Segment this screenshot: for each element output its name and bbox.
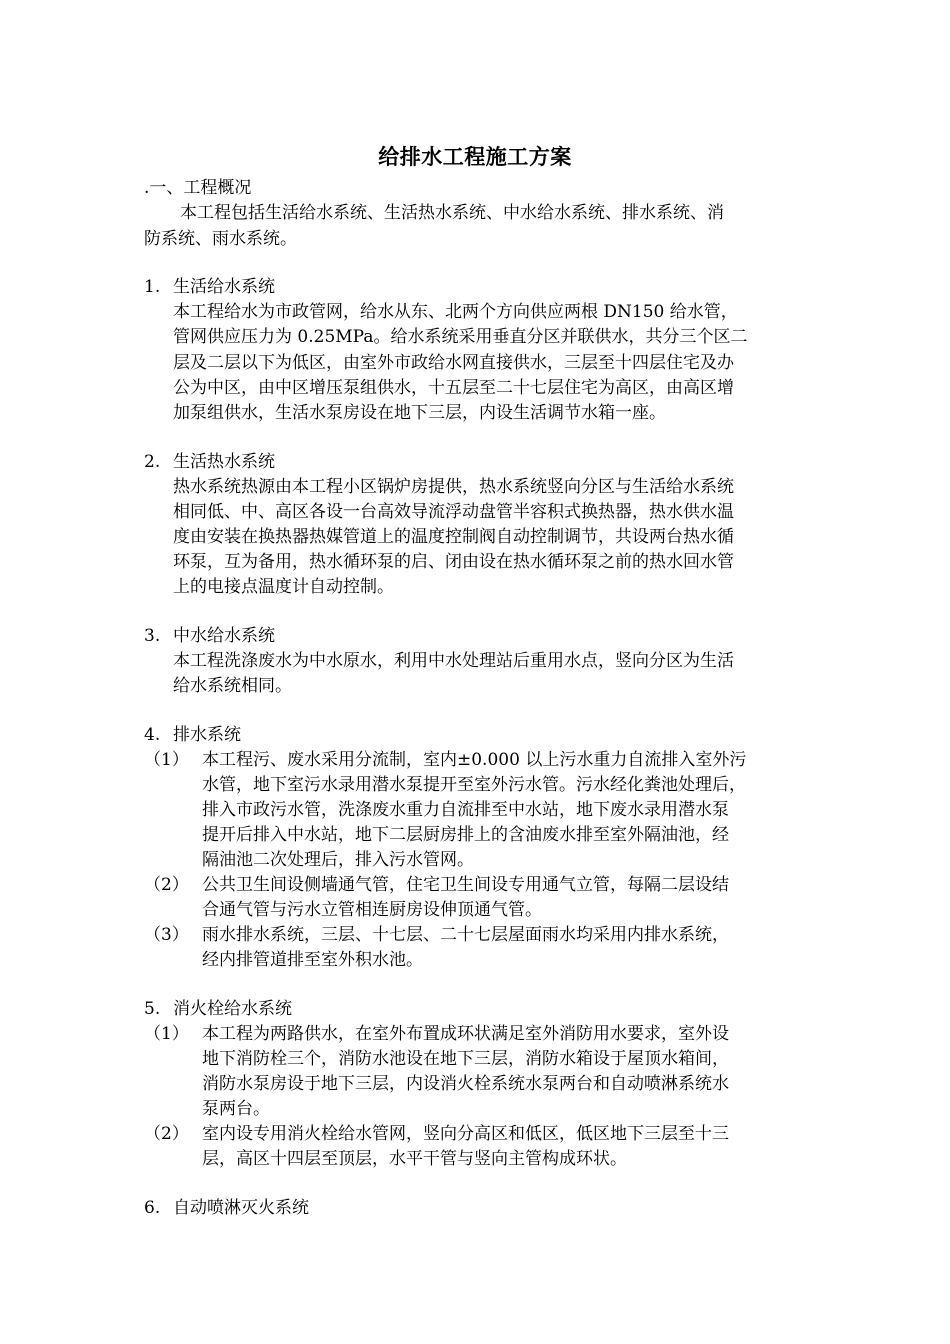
item-line: 层，高区十四层至顶层，水平干管与竖向主管构成环状。 <box>202 1149 627 1169</box>
section-heading: 生活给水系统 <box>173 277 275 297</box>
section-number: 6. <box>144 1198 161 1218</box>
paragraph-line: 相同低、中、高区各设一台高效导流浮动盘管半容积式换热器，热水供水温 <box>173 502 734 522</box>
section-number: 4. <box>144 725 161 745</box>
section-heading: 生活热水系统 <box>173 452 275 472</box>
page-title: 给排水工程施工方案 <box>378 144 572 169</box>
paragraph-line: 热水系统热源由本工程小区锅炉房提供，热水系统竖向分区与生活给水系统 <box>173 477 734 497</box>
item-line: 排入市政污水管，洗涤废水重力自流排至中水站，地下废水录用潜水泵 <box>202 800 729 820</box>
item-line: 泵两台。 <box>202 1099 270 1119</box>
section-number: 1. <box>144 277 161 297</box>
item-line: 消防水泵房设于地下三层，内设消火栓系统水泵两台和自动喷淋系统水 <box>202 1074 729 1094</box>
item-line: 经内排管道排至室外积水池。 <box>202 950 423 970</box>
item-marker: （2） <box>144 1124 189 1144</box>
item-line: 提开后排入中水站，地下二层厨房排上的含油废水排至室外隔油池，经 <box>202 825 729 845</box>
paragraph-line: 环泵，互为备用，热水循环泵的启、闭由设在热水循环泵之前的热水回水管 <box>173 552 734 572</box>
paragraph-line: 上的电接点温度计自动控制。 <box>173 577 394 597</box>
paragraph-line: 公为中区，由中区增压泵组供水，十五层至二十七层住宅为高区，由高区增 <box>173 378 734 398</box>
section-heading: 排水系统 <box>173 725 241 745</box>
overview-heading: .一、工程概况 <box>144 178 252 198</box>
paragraph-line: 度由安装在换热器热媒管道上的温度控制阀自动控制调节，共设两台热水循 <box>173 527 734 547</box>
paragraph-line: 加泵组供水，生活水泵房设在地下三层，内设生活调节水箱一座。 <box>173 403 666 423</box>
item-line: 地下消防栓三个，消防水池设在地下三层，消防水箱设于屋顶水箱间， <box>202 1049 729 1069</box>
item-line: 合通气管与污水立管相连厨房设伸顶通气管。 <box>202 900 542 920</box>
item-line: 雨水排水系统，三层、十七层、二十七层屋面雨水均采用内排水系统， <box>202 925 729 945</box>
paragraph-line: 本工程洗涤废水为中水原水，利用中水处理站后重用水点，竖向分区为生活 <box>173 651 734 671</box>
paragraph-line: 管网供应压力为 0.25MPa。给水系统采用垂直分区并联供水，共分三个区二 <box>173 327 748 347</box>
paragraph-line: 本工程给水为市政管网，给水从东、北两个方向供应两根 DN150 给水管， <box>173 302 738 322</box>
overview-line: 本工程包括生活给水系统、生活热水系统、中水给水系统、排水系统、消 <box>180 203 724 223</box>
paragraph-line: 给水系统相同。 <box>173 676 292 696</box>
item-marker: （1） <box>144 1024 189 1044</box>
overview-line: 防系统、雨水系统。 <box>144 229 297 249</box>
section-number: 2. <box>144 452 161 472</box>
paragraph-line: 层及二层以下为低区，由室外市政给水网直接供水，三层至十四层住宅及办 <box>173 353 734 373</box>
item-line: 本工程污、废水采用分流制，室内±0.000 以上污水重力自流排入室外污 <box>202 750 747 770</box>
section-heading: 中水给水系统 <box>173 626 275 646</box>
item-marker: （3） <box>144 925 189 945</box>
section-heading: 消火栓给水系统 <box>173 999 292 1019</box>
item-line: 本工程为两路供水，在室外布置成环状满足室外消防用水要求，室外设 <box>202 1024 729 1044</box>
item-line: 水管，地下室污水录用潜水泵提开至室外污水管。污水经化粪池处理后， <box>202 775 746 795</box>
section-heading: 自动喷淋灭火系统 <box>173 1198 309 1218</box>
section-number: 3. <box>144 626 161 646</box>
section-number: 5. <box>144 999 161 1019</box>
item-marker: （2） <box>144 875 189 895</box>
item-line: 公共卫生间设侧墙通气管，住宅卫生间设专用通气立管，每隔二层设结 <box>202 875 729 895</box>
item-marker: （1） <box>144 750 189 770</box>
item-line: 隔油池二次处理后，排入污水管网。 <box>202 850 474 870</box>
item-line: 室内设专用消火栓给水管网，竖向分高区和低区，低区地下三层至十三 <box>202 1124 729 1144</box>
